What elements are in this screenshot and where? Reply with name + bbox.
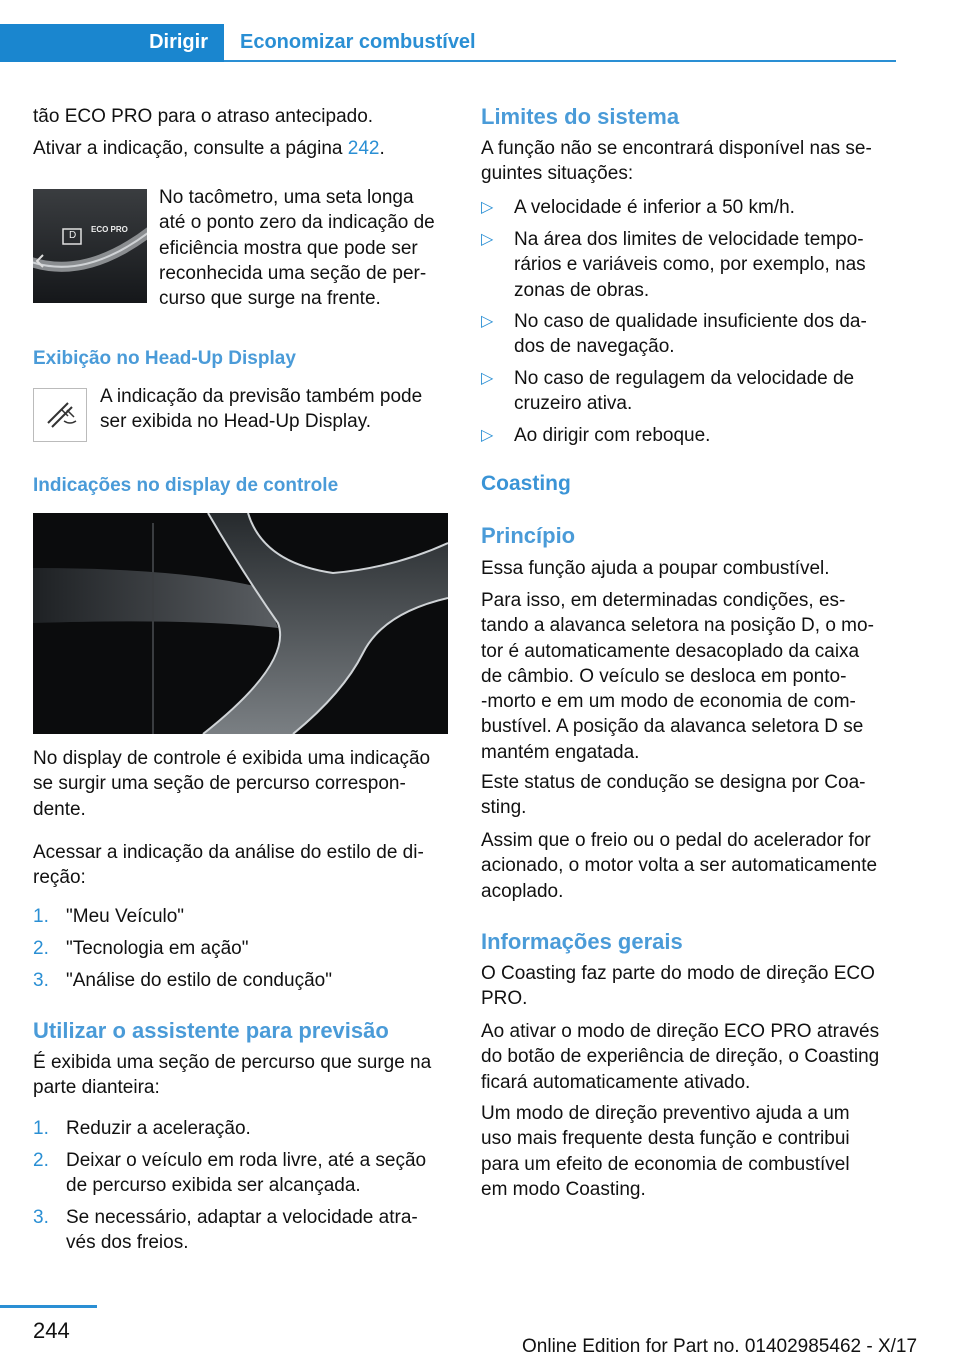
access-text: Acessar a indicação da análise do estilo de di- reção:: [33, 842, 424, 889]
road-display-image: [33, 513, 448, 734]
use-text: É exibida uma seção de percurso que surge na parte dianteira:: [33, 1052, 432, 1099]
list-item: 3. "Análise do estilo de condução": [33, 970, 332, 991]
heading-use-assistant: Utilizar o assistente para previsão: [33, 1018, 389, 1043]
page-reference: Ativar a indicação, consulte a página 242.: [33, 138, 385, 159]
tachometer-text: No tacômetro, uma seta longa até o ponto zero da indicação de eficiência mostra que pode ser reconhecida uma seção de per- curso que surge na frente.: [159, 187, 435, 310]
paragraph: Assim que o freio ou o pedal do acelerador for acionado, o motor volta a ser automaticamente acoplado.: [481, 830, 878, 902]
list-item: 3. Se necessário, adaptar a velocidade atra- vés dos freios.: [33, 1207, 418, 1254]
limits-text: A função não se encontrará disponível nas se- guintes situações:: [481, 138, 872, 185]
paragraph: tão ECO PRO para o atraso antecipado.: [33, 106, 374, 127]
heading-hud: Exibição no Head-Up Display: [33, 348, 296, 369]
list-item: 1. "Meu Veículo": [33, 906, 185, 927]
page-number: 244: [33, 1318, 70, 1343]
list-item: ▷ Na área dos limites de velocidade tempo- rários e variáveis como, por exemplo, nas zonas de obras.: [481, 229, 866, 301]
edition-note: Online Edition for Part no. 01402985462 - X/17: [522, 1336, 918, 1357]
list-item: ▷ No caso de regulagem da velocidade de cruzeiro ativa.: [481, 368, 855, 415]
page-link[interactable]: 242: [347, 138, 380, 159]
list-item: ▷ A velocidade é inferior a 50 km/h.: [481, 197, 795, 218]
paragraph: Um modo de direção preventivo ajuda a um uso mais frequente desta função e contribui para um efeito de economia de combustível em modo Coasting.: [481, 1103, 850, 1200]
tachometer-image: D ECO PRO: [33, 189, 147, 303]
heading-general-info: Informações gerais: [481, 929, 683, 954]
paragraph: Ao ativar o modo de direção ECO PRO através do botão de experiência de direção, o Coasting ficará automaticamente ativado.: [481, 1021, 880, 1093]
list-item: ▷ No caso de qualidade insuficiente dos da- dos de navegação.: [481, 311, 867, 358]
list-item: 2. "Tecnologia em ação": [33, 938, 249, 959]
heading-principle: Princípio: [481, 523, 576, 548]
heading-control-display: Indicações no display de controle: [33, 475, 339, 496]
footer-rule: [0, 1305, 97, 1308]
list-item: 2. Deixar o veículo em roda livre, até a seção de percurso exibida ser alcançada.: [33, 1150, 427, 1197]
list-item: ▷ Ao dirigir com reboque.: [481, 425, 711, 446]
heading-system-limits: Limites do sistema: [481, 104, 680, 129]
paragraph: Este status de condução se designa por Coa- sting.: [481, 772, 866, 819]
hud-icon: [33, 388, 87, 442]
section-tab: Economizar combustível: [240, 31, 476, 53]
list-item: 1. Reduzir a aceleração.: [33, 1118, 251, 1139]
paragraph: Para isso, em determinadas condições, es- tando a alavanca seletora na posição D, o mo- tor é automaticamente desacoplado da caixa de câmbio. O veículo se desloca em ponto- -morto e em um modo de economia de com- bustível. A posição da alavanca seletora D se mantém engatada.: [481, 590, 874, 763]
paragraph: O Coasting faz parte do modo de direção ECO PRO.: [481, 963, 875, 1010]
control-display-text: No display de controle é exibida uma indicação se surgir uma seção de percurso correspon- dente.: [33, 748, 431, 820]
chapter-tab: Dirigir: [0, 24, 224, 62]
paragraph: Essa função ajuda a poupar combustível.: [481, 558, 830, 579]
heading-coasting: Coasting: [481, 472, 571, 495]
hud-text: A indicação da previsão também pode ser exibida no Head-Up Display.: [100, 386, 423, 433]
page-header: [0, 0, 896, 62]
